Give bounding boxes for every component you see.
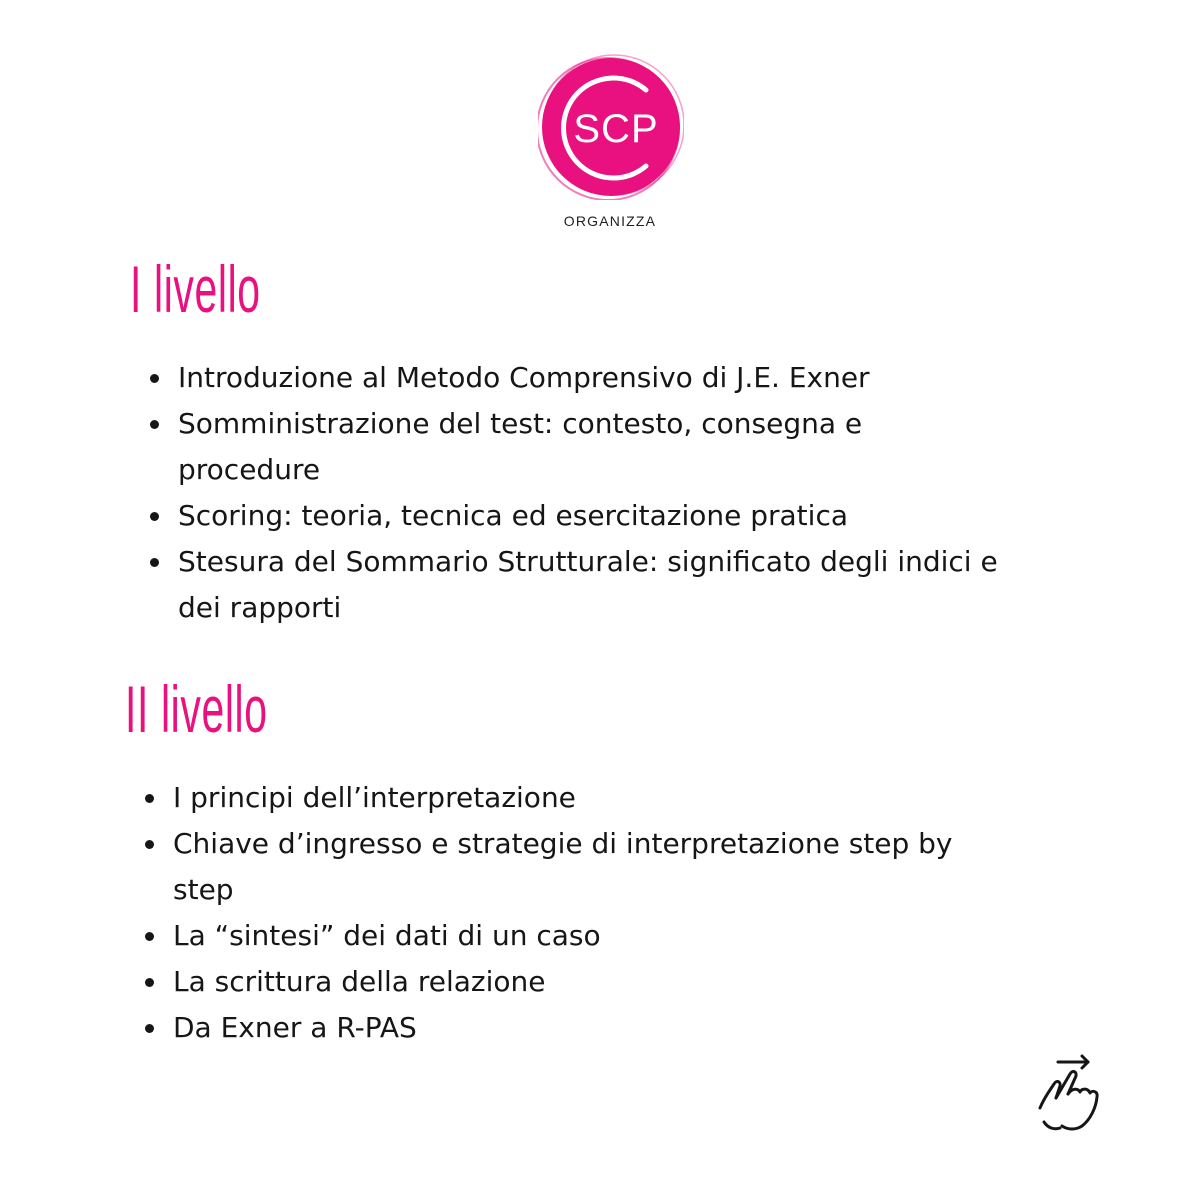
bullet-icon — [150, 512, 159, 521]
level-2-title: II livello — [125, 672, 268, 746]
list-item — [178, 493, 998, 539]
list-item — [178, 355, 998, 401]
list-item-text: Stesura del Sommario Strutturale: significato degli indici e dei rapporti — [178, 545, 998, 624]
bullet-icon — [145, 932, 154, 941]
bullet-icon — [145, 978, 154, 987]
list-item — [178, 401, 998, 493]
list-item-text: Scoring: teoria, tecnica ed esercitazione pratica — [178, 499, 848, 532]
bullet-icon — [145, 1024, 154, 1033]
bullet-icon — [150, 558, 159, 567]
list-item — [173, 959, 993, 1005]
list-item-text: Introduzione al Metodo Comprensivo di J.E. Exner — [178, 361, 870, 394]
bullet-icon — [150, 420, 159, 429]
bullet-icon — [150, 374, 159, 383]
level-1-list — [178, 355, 998, 631]
list-item — [178, 539, 998, 631]
list-item-text: Da Exner a R-PAS — [173, 1011, 417, 1044]
organizer-label: ORGANIZZA — [563, 213, 657, 229]
swipe-hand-arrow-icon[interactable] — [1030, 1050, 1110, 1140]
list-item — [173, 775, 993, 821]
list-item — [173, 913, 993, 959]
list-item-text: I principi dell’interpretazione — [173, 781, 576, 814]
bullet-icon — [145, 794, 154, 803]
logo-text: SCP — [573, 107, 659, 151]
level-1-title: I livello — [130, 252, 261, 326]
list-item — [173, 1005, 993, 1051]
list-item-text: Somministrazione del test: contesto, consegna e procedure — [178, 407, 863, 486]
list-item-text: Chiave d’ingresso e strategie di interpretazione step by step — [173, 827, 953, 906]
list-item-text: La scrittura della relazione — [173, 965, 546, 998]
scp-logo — [538, 54, 684, 200]
list-item-text: La “sintesi” dei dati di un caso — [173, 919, 601, 952]
level-2-list — [173, 775, 993, 1051]
list-item — [173, 821, 993, 913]
bullet-icon — [145, 840, 154, 849]
scp-logo-mark — [538, 54, 684, 200]
